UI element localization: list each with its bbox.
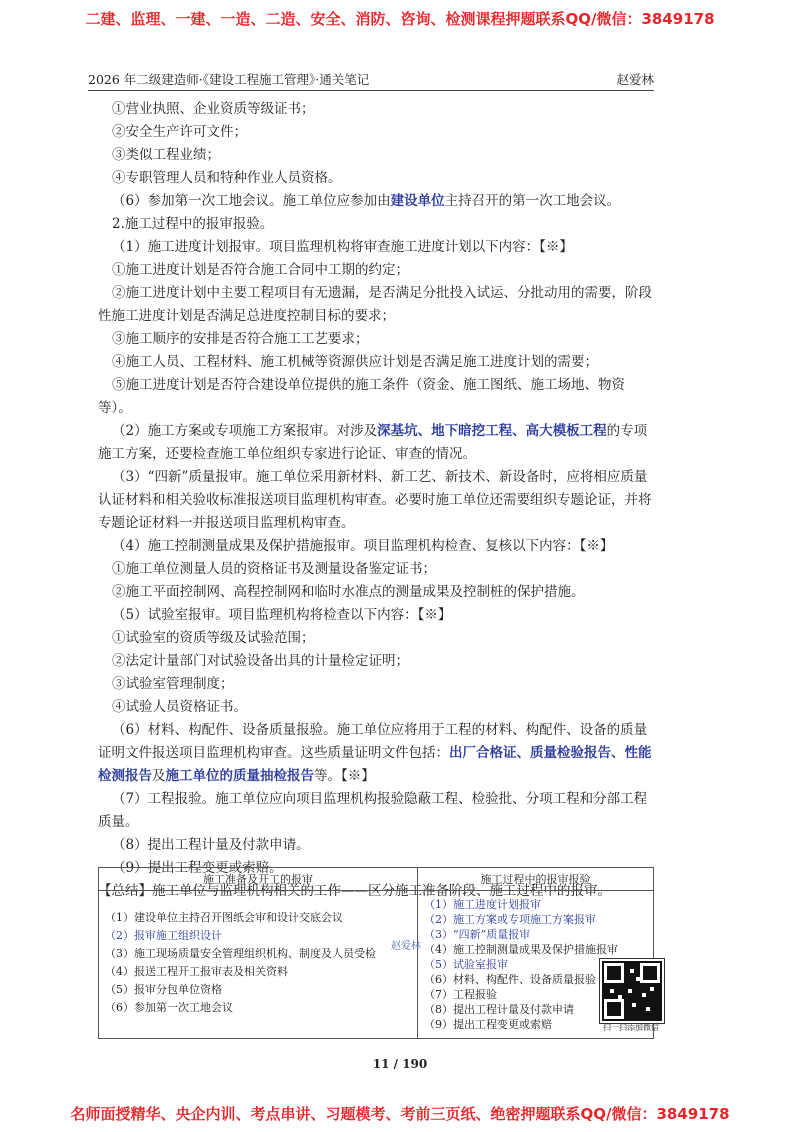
summary-table xyxy=(98,867,654,1039)
highlight-text: 出厂合格证、质量检验报告、性能检测报告 xyxy=(98,745,652,784)
list-item: （8）提出工程计量及付款申请 xyxy=(424,1003,574,1016)
list-item: （6）参加第一次工地会议 xyxy=(105,1001,233,1014)
paragraph: （1）施工进度计划报审。项目监理机构将审查施工进度计划以下内容：【※】 xyxy=(112,239,573,255)
item-line: ④专职管理人员和特种作业人员资格。 xyxy=(112,170,342,186)
paragraph xyxy=(98,719,656,788)
item-line: （8）提出工程计量及付款申请。 xyxy=(112,837,310,853)
list-item: （7）工程报验 xyxy=(424,988,497,1001)
highlight-text: 建设单位 xyxy=(390,193,445,209)
page-header xyxy=(88,70,654,91)
item-line: ②安全生产许可文件； xyxy=(112,124,247,140)
paragraph: （4）施工控制测量成果及保护措施报审。项目监理机构检查、复核以下内容：【※】 xyxy=(112,538,614,554)
item-line: ③施工顺序的安排是否符合施工工艺要求； xyxy=(112,331,369,347)
header-author: 赵爱林 xyxy=(616,72,654,87)
item-line: （9）提出工程变更或索赔。 xyxy=(112,860,283,876)
list-item: （9）提出工程变更或索赔 xyxy=(424,1018,552,1031)
paragraph xyxy=(98,190,656,213)
highlight-text: 施工单位的质量抽检报告 xyxy=(165,768,314,784)
summary-line: 【总结】施工单位与监理机构相关的工作——区分施工准备阶段、施工过程中的报审。 xyxy=(98,883,611,899)
item-line: ①营业执照、企业资质等级证书； xyxy=(112,101,315,117)
text-run: 主持召开的第一次工地会议。 xyxy=(444,193,621,209)
item-line: ①试验室的资质等级及试验范围； xyxy=(112,630,315,646)
item-line: ②法定计量部门对试验设备出具的计量检定证明； xyxy=(112,653,409,669)
list-item: （1）建设单位主持召开图纸会审和设计交底会议 xyxy=(105,911,343,924)
paragraph xyxy=(98,420,656,466)
list-item: （5）试验室报审 xyxy=(424,958,508,971)
paragraph: （5）试验室报审。项目监理机构将检查以下内容：【※】 xyxy=(112,607,452,623)
text-run: 等。【※】 xyxy=(314,768,375,784)
text-run: （2）施工方案或专项施工方案报审。对涉及 xyxy=(112,423,378,439)
item-line: ③类似工程业绩； xyxy=(112,147,220,163)
list-item: （6）材料、构配件、设备质量报验 xyxy=(424,973,596,986)
text-run: 及 xyxy=(152,768,166,784)
qr-label: 扫一扫添加微信 xyxy=(603,1023,659,1032)
list-item: （2）施工方案或专项施工方案报审 xyxy=(424,913,596,926)
list-item: （4）报送工程开工报审表及相关资料 xyxy=(105,965,288,978)
bottom-banner: 名师面授精华、央企内训、考点串讲、习题模考、考前三页纸、绝密押题联系QQ/微信：3849178 xyxy=(70,1105,730,1123)
item-line: ②施工平面控制网、高程控制网和临时水准点的测量成果及控制桩的保护措施。 xyxy=(112,584,585,600)
table-cell-prep xyxy=(99,891,418,1039)
list-item: （4）施工控制测量成果及保护措施报审 xyxy=(424,943,618,956)
text-run: （6）参加第一次工地会议。施工单位应参加由 xyxy=(112,193,391,209)
paragraph: （7）工程报验。施工单位应向项目监理机构报验隐蔽工程、检验批、分项工程和分部工程质量。 xyxy=(98,791,648,830)
list-item: （2）报审施工组织设计 xyxy=(105,929,222,942)
item-line: ④试验人员资格证书。 xyxy=(112,699,247,715)
list-item: （3）“四新”质量报审 xyxy=(424,928,531,941)
item-line: ④施工人员、工程材料、施工机械等资源供应计划是否满足施工进度计划的需要； xyxy=(112,354,598,370)
list-item: （1）施工进度计划报审 xyxy=(424,898,541,911)
header-title: 2026 年二级建造师·《建设工程施工管理》·通关笔记 xyxy=(88,72,370,87)
text-run: （6）材料、构配件、设备质量报验。施工单位应将用于工程的材料、构配件、设备的质量证明文件报送项目监理机构审查。这些质量证明文件包括： xyxy=(98,722,648,761)
highlight-text: 深基坑、地下暗挖工程、高大模板工程 xyxy=(377,423,607,439)
list-item: （5）报审分包单位资格 xyxy=(105,983,222,996)
item-line: ①施工进度计划是否符合施工合同中工期的约定； xyxy=(112,262,409,278)
section-heading: 2.施工过程中的报审报验。 xyxy=(112,216,274,232)
item-line: ⑤施工进度计划是否符合建设单位提供的施工条件（资金、施工图纸、施工场地、物资等）。 xyxy=(98,377,625,416)
item-line: ①施工单位测量人员的资格证书及测量设备鉴定证书； xyxy=(112,561,436,577)
text-run: 的专项施工方案，还要检查施工单位组织专家进行论证、审查的情况。 xyxy=(98,423,648,462)
item-line: ②施工进度计划中主要工程项目有无遗漏，是否满足分批投入试运、分批动用的需要，阶段性施工进度计划是否满足总进度控制目标的要求； xyxy=(98,285,652,324)
qr-code xyxy=(600,959,664,1023)
table-header-prep: 施工准备及开工的报审 xyxy=(99,868,418,891)
list-item: （3）施工现场质量安全管理组织机构、制度及人员受检 xyxy=(105,947,376,960)
author-stamp: 赵爱林 xyxy=(391,941,421,952)
paragraph: （3）“四新”质量报审。施工单位采用新材料、新工艺、新技术、新设备时，应将相应质量认证材料和相关验收标准报送项目监理机构审查。必要时施工单位还需要组织专题论证，并将专题论证材料一并报送项目监理机构审查。 xyxy=(98,469,652,531)
body-text xyxy=(98,98,656,903)
page-number: 11 / 190 xyxy=(372,1057,428,1071)
table-header-process: 施工过程中的报审报验 xyxy=(418,868,654,891)
item-line: ③试验室管理制度； xyxy=(112,676,234,692)
top-banner: 二建、监理、一建、一造、二造、安全、消防、咨询、检测课程押题联系QQ/微信：3849178 xyxy=(85,10,715,28)
